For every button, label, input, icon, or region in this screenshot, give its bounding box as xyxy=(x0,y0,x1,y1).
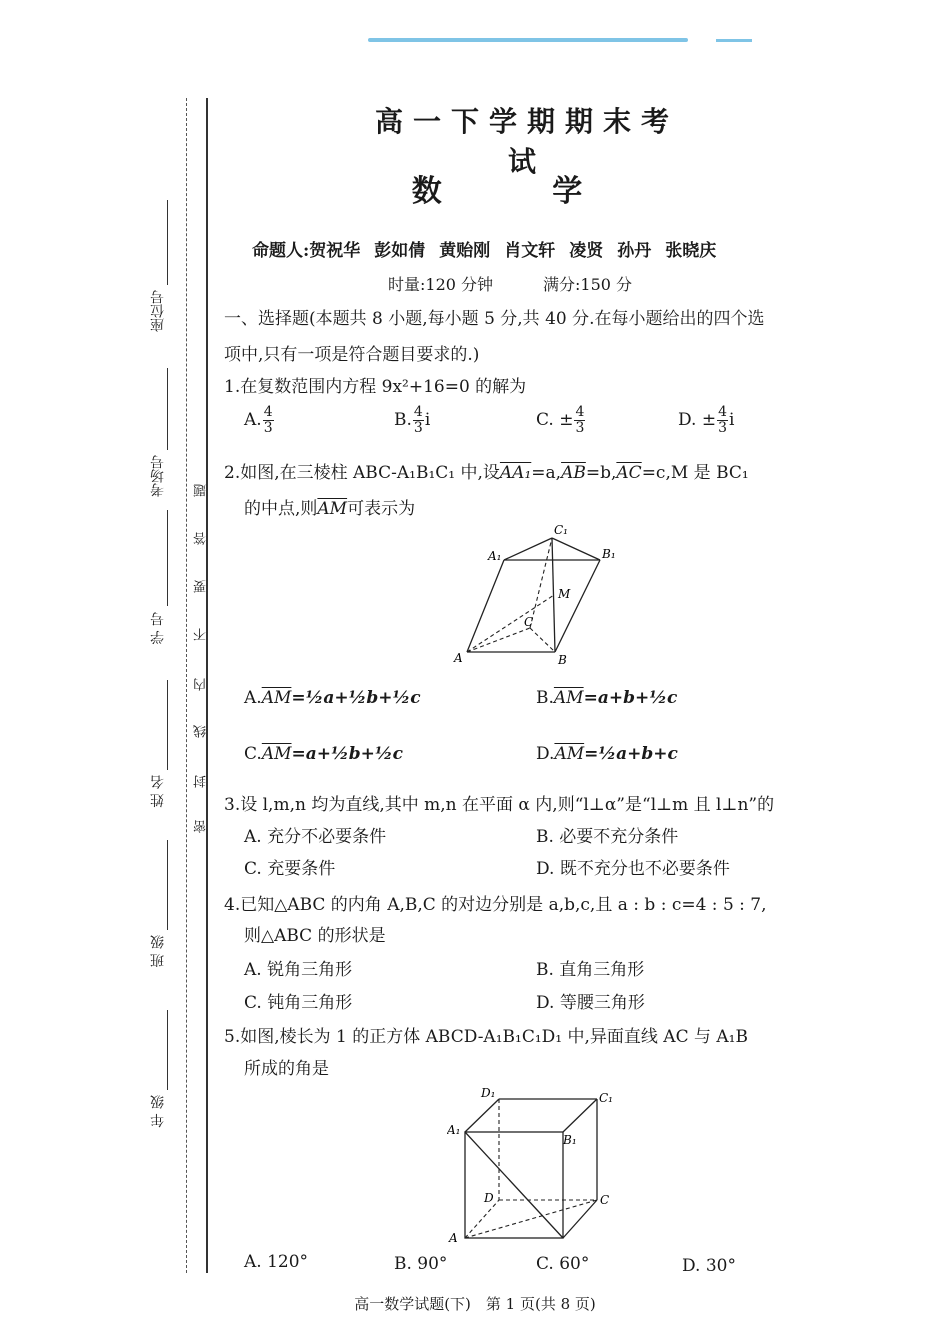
author: 肖文轩 xyxy=(504,241,556,261)
author: 黄贻刚 xyxy=(439,241,491,261)
q4-option-a: A. 锐角三角形 xyxy=(244,960,353,980)
q2-text: =b, xyxy=(585,463,617,483)
imaginary-unit: i xyxy=(424,410,431,430)
denominator: 3 xyxy=(413,420,423,436)
exam-time-score xyxy=(388,272,682,295)
fig-label: B₁ xyxy=(563,1133,577,1147)
q2-text: =a, xyxy=(531,463,562,483)
fig-label: B xyxy=(558,653,567,667)
seat-number-label: 座位号 xyxy=(150,290,166,332)
exam-subject: 数 学 xyxy=(411,174,633,209)
seal-char: 题 xyxy=(194,484,209,497)
numerator: 4 xyxy=(575,404,585,420)
q5-stem-line1: 5.如图,棱长为 1 的正方体 ABCD-A₁B₁C₁D₁ 中,异面直线 AC 与 A₁B xyxy=(224,1027,748,1047)
fig-label: A₁ xyxy=(447,1123,461,1137)
vector-am: $\overline{AM}$ xyxy=(554,744,585,764)
fraction xyxy=(413,405,424,436)
q5-cube-figure xyxy=(447,1082,622,1247)
fig-label: D xyxy=(484,1191,494,1205)
fig-label: C₁ xyxy=(554,523,568,537)
exam-title: 高一下学期期末考试 xyxy=(374,105,679,178)
q1-option-c xyxy=(536,405,586,436)
q2-option-d xyxy=(536,744,678,764)
fig-label: C₁ xyxy=(599,1091,613,1105)
exam-room-label: 考场号 xyxy=(150,455,166,497)
fig-label: B₁ xyxy=(602,547,616,561)
q4-stem-line1: 4.已知△ABC 的内角 A,B,C 的对边分别是 a,b,c,且 a : b : c=4 : 5 : 7, xyxy=(224,895,767,915)
q2-prism-figure xyxy=(452,520,622,670)
option-expression: =½a+b+c xyxy=(584,744,678,764)
vector-aa1: AA₁ xyxy=(499,463,532,483)
grade-blank xyxy=(167,1010,168,1090)
q1-option-d xyxy=(678,405,734,436)
q5-option-c: C. 60° xyxy=(536,1254,590,1274)
q2-text: 的中点,则 xyxy=(244,499,318,519)
seal-char: 密 xyxy=(194,820,209,833)
q4-option-c: C. 钝角三角形 xyxy=(244,993,353,1013)
fig-label: A xyxy=(449,1231,458,1245)
seal-char: 线 xyxy=(194,725,209,738)
exam-time: 时量:120 分钟 xyxy=(388,275,494,294)
seal-char: 答 xyxy=(194,532,209,545)
q1-c-prefix: C. ± xyxy=(536,410,574,430)
q4-option-b: B. 直角三角形 xyxy=(536,960,645,980)
imaginary-unit: i xyxy=(729,410,735,430)
seal-char: 要 xyxy=(194,580,209,593)
q1-a-prefix: A. xyxy=(244,410,262,430)
fig-label: C xyxy=(600,1193,610,1207)
vector-am: $\overline{AM}$ xyxy=(317,499,348,519)
q2-text: =c,M 是 BC₁ xyxy=(641,463,749,483)
author: 贺祝华 xyxy=(309,241,361,261)
q3-stem: 3.设 l,m,n 均为直线,其中 m,n 在平面 α 内,则“l⊥α”是“l⊥m 且 l⊥n”的 xyxy=(224,795,775,815)
option-expression: =a+½b+½c xyxy=(291,744,403,764)
q5-stem-line2: 所成的角是 xyxy=(244,1059,329,1079)
top-color-stripe-small xyxy=(716,39,752,42)
vector-am: $\overline{AM}$ xyxy=(261,744,292,764)
exam-score: 满分:150 分 xyxy=(543,275,633,294)
fig-label: A xyxy=(454,651,463,665)
author: 凌贤 xyxy=(569,241,604,261)
fig-label: D₁ xyxy=(481,1086,496,1100)
exam-room-blank xyxy=(167,368,168,450)
option-expression: =a+b+½c xyxy=(583,688,678,708)
class-blank xyxy=(167,840,168,930)
vector-ac: $\overline{AC}$ xyxy=(616,463,642,483)
option-expression: =½a+½b+½c xyxy=(291,688,421,708)
name-label: 姓 名 xyxy=(150,775,166,808)
grade-label: 年 级 xyxy=(150,1095,166,1128)
q2-option-c xyxy=(244,744,403,764)
q2-text: 可表示为 xyxy=(347,499,416,519)
author: 彭如倩 xyxy=(374,241,426,261)
seat-number-blank xyxy=(167,200,168,285)
q1-option-b xyxy=(394,405,430,436)
q5-option-b: B. 90° xyxy=(394,1254,448,1274)
numerator: 4 xyxy=(263,404,273,420)
authors-label: 命题人: xyxy=(252,241,310,261)
author: 孙丹 xyxy=(617,241,652,261)
q1-option-a xyxy=(244,405,275,436)
q1-stem: 1.在复数范围内方程 9x²+16=0 的解为 xyxy=(224,377,527,397)
q3-option-d: D. 既不充分也不必要条件 xyxy=(536,859,730,879)
numerator: 4 xyxy=(718,404,727,420)
top-color-stripe xyxy=(368,38,688,42)
q3-option-c: C. 充要条件 xyxy=(244,859,336,879)
section-heading-cont: 项中,只有一项是符合题目要求的.) xyxy=(224,345,480,365)
seal-char: 封 xyxy=(194,775,209,788)
student-number-label: 学 号 xyxy=(150,612,166,645)
q5-option-d: D. 30° xyxy=(682,1256,736,1276)
vector-ab: $\overline{AB}$ xyxy=(561,463,586,483)
fraction xyxy=(263,405,274,436)
author: 张晓庆 xyxy=(665,241,717,261)
option-prefix: D. xyxy=(536,744,555,764)
q2-stem-line2 xyxy=(244,494,415,519)
section-heading: 一、选择题(本题共 8 小题,每小题 5 分,共 40 分.在每小题给出的四个选 xyxy=(224,309,765,329)
q1-b-prefix: B. xyxy=(394,410,412,430)
q5-option-a: A. 120° xyxy=(244,1252,309,1272)
fig-label: A₁ xyxy=(488,549,502,563)
option-prefix: B. xyxy=(536,688,554,708)
q2-option-b xyxy=(536,688,677,708)
binding-dashed-line xyxy=(186,98,187,1273)
fig-label: M xyxy=(558,587,571,601)
option-prefix: A. xyxy=(244,688,262,708)
authors-line xyxy=(252,236,730,261)
class-label: 班 级 xyxy=(150,935,166,968)
q2-text: 2.如图,在三棱柱 ABC-A₁B₁C₁ 中,设 xyxy=(224,463,500,483)
q3-option-a: A. 充分不必要条件 xyxy=(244,827,387,847)
q1-d-prefix: D. ± xyxy=(678,410,717,430)
q2-option-a xyxy=(244,688,421,708)
seal-char: 内 xyxy=(194,678,209,691)
seal-char: 不 xyxy=(194,628,209,641)
denominator: 3 xyxy=(263,420,273,436)
vector-am: $\overline{AM}$ xyxy=(553,688,584,708)
page-footer: 高一数学试题(下) 第 1 页(共 8 页) xyxy=(354,1295,596,1313)
vector-am: $\overline{AM}$ xyxy=(261,688,292,708)
option-prefix: C. xyxy=(244,744,262,764)
student-number-blank xyxy=(167,510,168,606)
name-blank xyxy=(167,680,168,770)
denominator: 3 xyxy=(575,420,585,436)
fig-label: C xyxy=(524,615,534,629)
denominator: 3 xyxy=(718,420,727,436)
numerator: 4 xyxy=(413,404,423,420)
q4-option-d: D. 等腰三角形 xyxy=(536,993,645,1013)
q3-option-b: B. 必要不充分条件 xyxy=(536,827,679,847)
fraction xyxy=(717,405,728,436)
q2-stem-line1 xyxy=(224,458,749,483)
q4-stem-line2: 则△ABC 的形状是 xyxy=(244,926,386,946)
fraction xyxy=(574,405,585,436)
